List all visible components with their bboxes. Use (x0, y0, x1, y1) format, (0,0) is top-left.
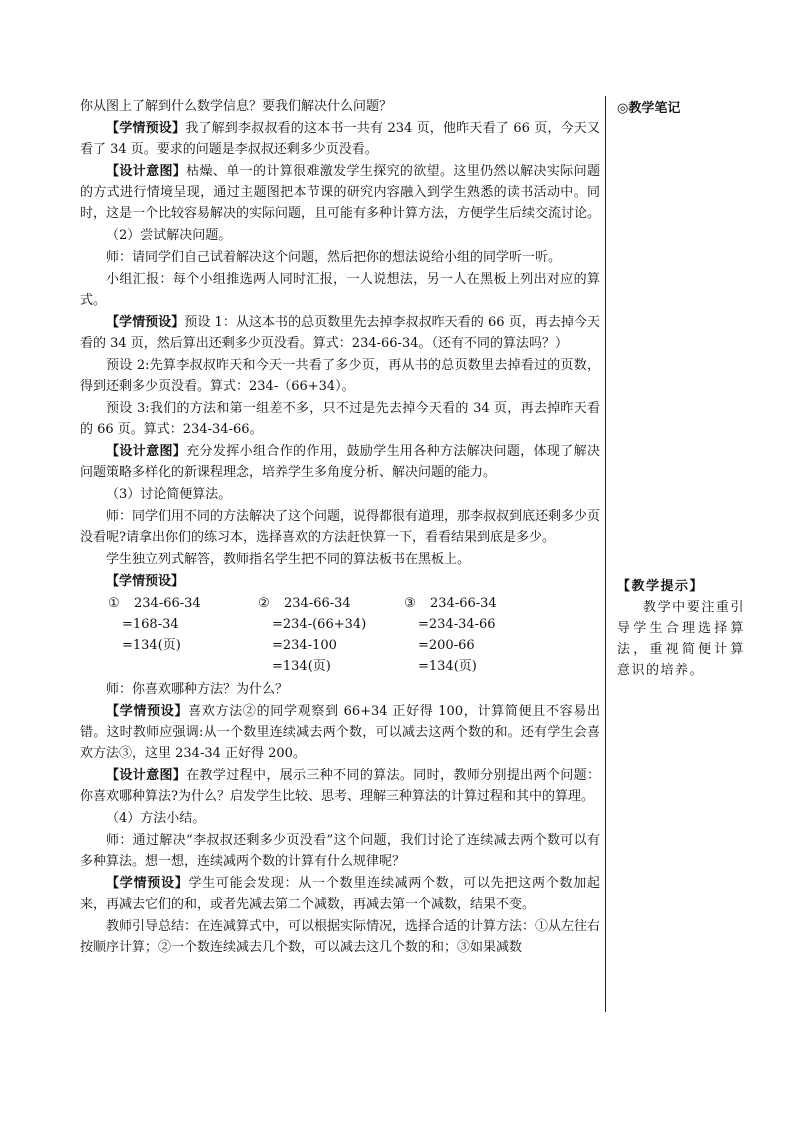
paragraph-text: 充分发挥小组合作的作用，鼓励学生用各种方法解决问题，体现了解决问题策略多样化的新课程理念，培养学生多角度分析、解决问题的能力。 (80, 444, 600, 480)
calc-line: =200-66 (418, 638, 475, 653)
paragraph (80, 873, 600, 915)
calc-line: =234-34-66 (418, 617, 496, 632)
tips-title: 【教学提示】 (617, 579, 705, 594)
paragraph: 教师引导总结：在连减算式中，可以根据实际情况，选择合适的计算方法：①从左往右按顺序计算；②一个数连续减去几个数，可以减去这几个数的和；③如果减数 (80, 919, 601, 955)
paragraph: 小组汇报：每个小组推选两人同时汇报，一人说想法，另一人在黑板上列出对应的算式。 (80, 272, 600, 308)
paragraph: 预设 2:先算李叔叔昨天和今天一共看了多少页，再从书的总页数里去掉看过的页数，得到还剩多少页没看。算式：234-（66+34）。 (80, 358, 600, 394)
paragraph (80, 161, 600, 224)
paragraph: 师：同学们用不同的方法解决了这个问题，说得都很有道理，那李叔叔到底还剩多少页没看呢?请拿出你们的练习本，选择喜欢的方法赶快算一下，看看结果到底是多少。 (80, 509, 601, 545)
column-divider (605, 96, 606, 1012)
paragraph-text: 我了解到李叔叔看的这本书一共有 234 页，他昨天看了 66 页，今天又看了 34 页。要求的问题是李叔叔还剩多少页没看。 (80, 121, 600, 157)
paragraph (80, 765, 600, 807)
calculation-method-3 (404, 593, 497, 677)
calc-line: =234-100 (272, 638, 337, 653)
paragraph-text: 预设 1：从这本书的总页数里先去掉李叔叔昨天看的 66 页，再去掉今天看的 34 页，然后算出还剩多少页没看。算式：234-66-34。（还有不同的算法吗？） (80, 315, 600, 351)
paragraph: 学生独立列式解答，教师指名学生把不同的算法板书在黑板上。 (106, 552, 471, 567)
calc-line: 234-66-34 (430, 596, 497, 611)
section-tag: 【设计意图】 (106, 164, 187, 179)
calculation-method-2 (258, 593, 366, 677)
tips-text: 教学中要注重引导学生合理选择算法，重视简便计算意识的培养。 (617, 600, 745, 678)
paragraph-text: 喜欢方法②的同学观察到 66+34 正好得 100，计算简便且不容易出错。这时教师应强调:从一个数里连续减去两个数，可以减去这两个数的和。还有学生会喜欢方法③，这里 234-34 正好得 200。 (80, 704, 600, 761)
paragraph: 师：请同学们自己试着解决这个问题，然后把你的想法说给小组的同学听一听。 (106, 250, 562, 265)
paragraph-text: 枯燥、单一的计算很难激发学生探究的欲望。这里仍然以解决实际问题的方式进行情境呈现，通过主题图把本节课的研究内容融入到学生熟悉的读书活动中。同时，这是一个比较容易解决的实际问题，且可能有多种计算方法，方便学生后续交流讨论。 (80, 164, 601, 221)
section-tag: 【学情预设】 (106, 315, 185, 330)
section-tag: 【学情预设】 (106, 121, 186, 136)
method-number: ③ (404, 596, 416, 611)
paragraph-text: 学生可能会发现：从一个数里连续减两个数，可以先把这两个数加起来，再减去它们的和，或者先减去第二个减数，再减去第一个减数，结果不变。 (80, 876, 600, 912)
side-notes (617, 96, 745, 678)
section-tag: 【设计意图】 (106, 768, 187, 783)
section-tag: 【学情预设】 (106, 574, 185, 589)
paragraph: 预设 3:我们的方法和第一组差不多，只不过是先去掉今天看的 34 页，再去掉昨天看的 66 页。算式：234-34-66。 (80, 401, 600, 437)
calculation-method-1 (108, 593, 201, 656)
paragraph (80, 118, 600, 160)
subheading: （2）尝试解决问题。 (106, 228, 232, 243)
teaching-tips (617, 574, 745, 682)
calc-line: =134(页) (418, 659, 477, 674)
paragraph (80, 701, 600, 764)
paragraph (80, 312, 600, 354)
paragraph (80, 441, 600, 483)
method-number: ① (108, 596, 120, 611)
section-tag: 【学情预设】 (106, 876, 189, 891)
subheading: （3）讨论简便算法。 (106, 487, 232, 502)
calc-line: =134(页) (122, 638, 181, 653)
section-tag: 【设计意图】 (106, 444, 187, 459)
notes-title: ◎教学笔记 (617, 101, 681, 116)
section-tag: 【学情预设】 (106, 704, 189, 719)
subheading: （4）方法小结。 (106, 811, 206, 826)
paragraph-text: 在教学过程中，展示三种不同的算法。同时，教师分别提出两个问题：你喜欢哪种算法?为什么？启发学生比较、思考、理解三种算法的计算过程和其中的算理。 (80, 768, 600, 804)
paragraph: 师：你喜欢哪种方法？为什么？ (106, 682, 289, 697)
lesson-content (80, 96, 600, 959)
calc-line: =168-34 (122, 617, 179, 632)
calc-line: =134(页) (272, 659, 331, 674)
paragraph: 师：通过解决“李叔叔还剩多少页没看”这个问题，我们讨论了连续减去两个数可以有多种算法。想一想，连续减两个数的计算有什么规律呢？ (80, 833, 600, 869)
calculation-board (80, 593, 600, 677)
paragraph: 你从图上了解到什么数学信息？要我们解决什么问题？ (80, 99, 393, 114)
calc-line: 234-66-34 (134, 596, 201, 611)
calc-line: =234-(66+34) (272, 617, 367, 632)
calc-line: 234-66-34 (284, 596, 351, 611)
method-number: ② (258, 596, 270, 611)
